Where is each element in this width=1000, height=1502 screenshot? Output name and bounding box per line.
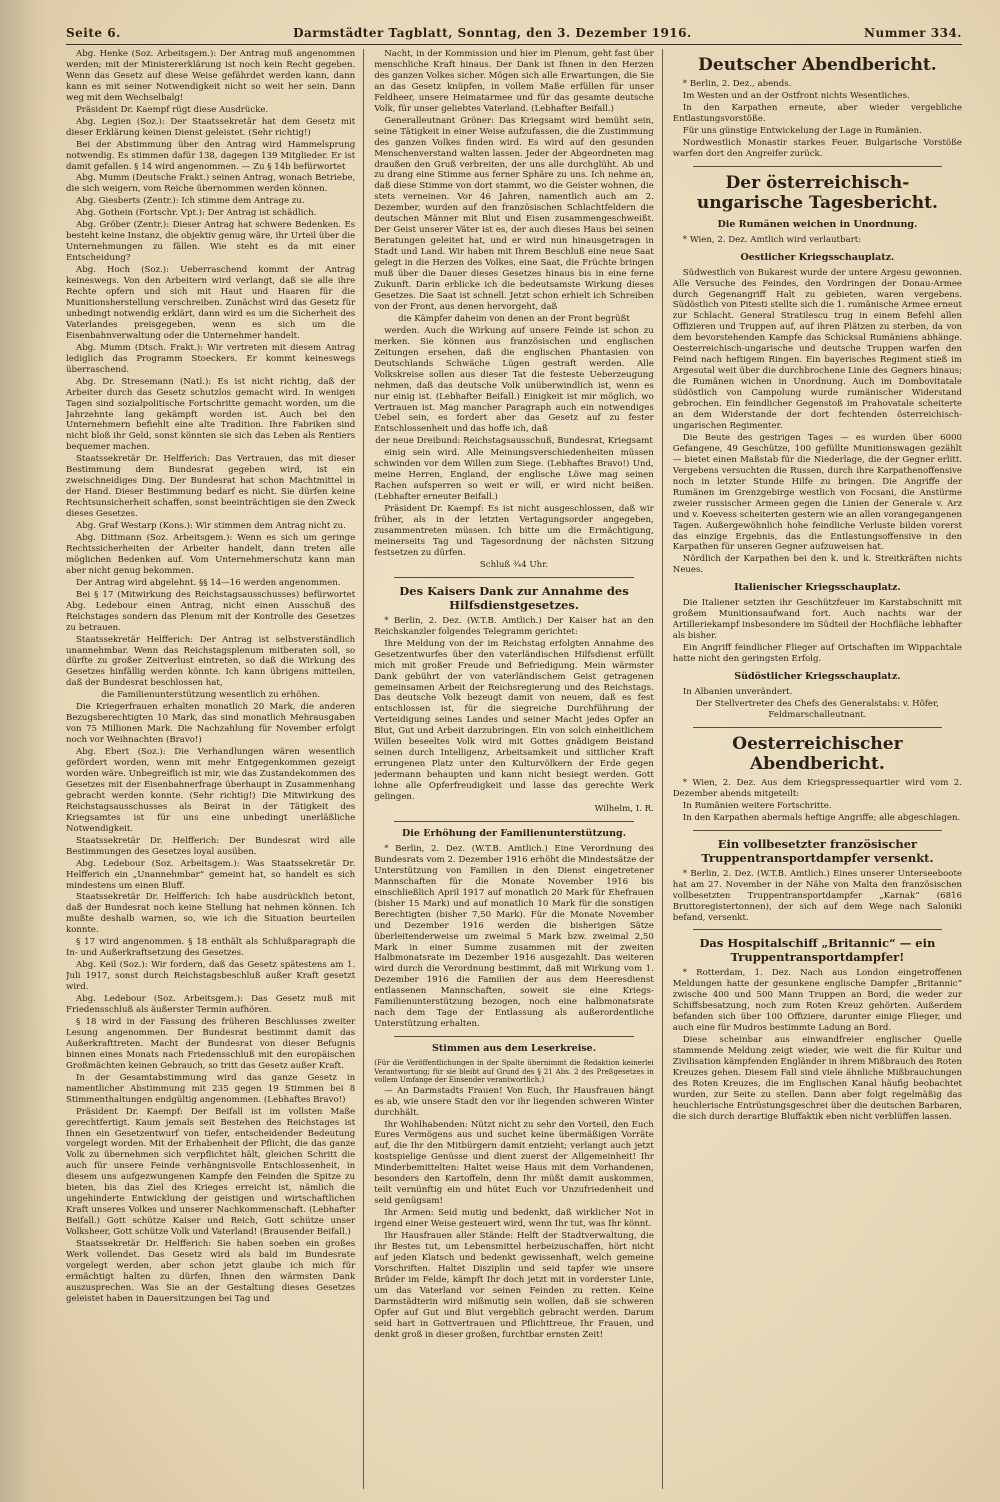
article-paragraph: In Albanien unverändert. [682, 687, 793, 698]
column-3 [673, 49, 962, 1489]
article-paragraph: * Berlin, 2. Dez. (W.T.B. Amtlich.) Eine Verordnung des Bundesrats vom 2. Dezember 1916 erhöht die Mindestsätze der Unterstützung von Familien in den Dienst eingetretener Mannschaften für die Monate November 1916 bis einschließlich April 1917 auf monatlich 20 Mark für Ehefrauen (bisher 15 Mark) und auf monatlich 10 Mark für die sonstigen Berechtigten (bisher 7,50 Mark). Für die Monate November und Dezember 1916 werden die bisherigen Sätze überleitenderweise um zweimal 5 Mark bzw. zweimal 2,50 Mark in einer Summe zusammen mit der zweiten Halbmonatsrate im Dezember 1916 ausgezahlt. Das weiteren wird durch die Verordnung bestimmt, daß mit Wirkung vom 1. Dezember 1916 die Familien der aus dem Heeresdienst entlassenen Mannschaften, soweit sie eine Kriegs-Familienunterstützung bezogen, noch eine halbmonatsrate nach dem Tage der Entlassung als außerordentliche Unterstützung erhalten. [374, 843, 654, 1030]
article-paragraph: In den Karpathen abermals heftige Angriffe; alle abgeschlagen. [682, 812, 961, 823]
masthead-date: Darmstädter Tagblatt, Sonntag, den 3. Dezember 1916. [293, 26, 692, 40]
section-divider [693, 929, 942, 930]
article-paragraph: Die Italiener setzten ihr Geschützfeuer im Karstabschnitt mit großem Munitionsaufwand fort. Auch nachts war der Artilleriekampf insbesondere im Südteil der Hochfläche lebhafter als bisher. [672, 598, 963, 642]
article-paragraph: Bei der Abstimmung über den Antrag wird Hammelsprung notwendig. Es stimmen dafür 138, dagegen 139 Mitglieder. Er ist damit gefallen. § 14 wird angenommen. — Zu § 14b befürwortet [66, 139, 356, 172]
article-paragraph: * Berlin, 2. Dez. (W.T.B. Amtlich.) Der Kaiser hat an den Reichskanzler folgendes Telegramm gerichtet: [374, 615, 654, 637]
subheadline: Die Rumänen weichen in Unordnung. [717, 218, 918, 230]
article-paragraph: Abg. Gothein (Fortschr. Vpt.): Der Antrag ist schädlich. [76, 208, 317, 219]
article-paragraph: Abg. Gröber (Zentr.): Dieser Antrag hat schwere Bedenken. Es besteht keine Instanz, die objektiv genug wäre, ihr Urteil über die Unternehmungen zu fällen. Wie steht es da mit einer Entscheidung? [66, 220, 356, 264]
article-paragraph: Präsident Dr. Kaempf rügt diese Ausdrücke. [76, 104, 269, 115]
leserkreise-headline: Stimmen aus dem Leserkreise. [431, 1043, 597, 1055]
britannic-headline: Das Hospitalschiff „Britannic“ — ein Truppentransportdampfer! [699, 936, 936, 965]
article-paragraph: Abg. Keil (Soz.): Wir fordern, daß das Gesetz spätestens am 1. Juli 1917, sonst durch Reichstagsbeschluß außer Kraft gesetzt wird. [66, 960, 356, 993]
section-divider [394, 1036, 634, 1037]
article-paragraph: Die Kriegerfrauen erhalten monatlich 20 Mark, die anderen Bezugsberechtigten 10 Mark, das sind monatlich Mehrausgaben von 75 Millionen Mark. Die Nachzahlung für November erfolgt noch vor Weihnachten (Bravo!) [66, 702, 356, 746]
article-paragraph: Nordwestlich Monastir starkes Feuer. Bulgarische Vorstöße warfen dort den Angreifer zurück. [672, 137, 963, 159]
article-paragraph: werden. Auch die Wirkung auf unsere Feinde ist schon zu merken. Sie können aus französischen und englischen Zeitungen ersehen, daß die englischen Phantasien von Deutschlands Schwäche Lügen gestraft werden. Alle Volkskreise sollen aus dieser Tat die festeste Ueberzeugung nehmen, daß das deutsche Volk unüberwindlich ist, wenn es nur einig ist. (Lebhafter Beifall.) Einigkeit ist mir möglich, wo Vertrauen ist. Mag mancher Paragraph auch ein notwendiges Uebel sein, es fordert aber das Gesetz auf zu fester Entschlossenheit und das hoffe ich, daß [374, 325, 654, 435]
article-paragraph: § 17 wird angenommen. § 18 enthält als Schlußparagraph die In- und Außerkraftsetzung des Gesetzes. [66, 937, 356, 959]
article-paragraph: Nacht, in der Kommission und hier im Plenum, geht fast über menschliche Kraft hinaus. Der Dank ist Ihnen in den Herzen des ganzen Volkes sicher. Mögen sich alle Erwartungen, die Sie an das Gesetz knüpfen, in vollem Maße erfüllen für unser Feldheer, unsere Heimatarmee und für das gesamte deutsche Volk, für unser geliebtes Vaterland. (Lebhafter Beifall.) [374, 49, 654, 114]
deutscher-abendbericht-headline: Deutscher Abendbericht. [698, 55, 937, 75]
italienischer-kriegsschauplatz-heading: Italienischer Kriegsschauplatz. [734, 582, 901, 594]
article-paragraph: Bei § 17 (Mitwirkung des Reichstagsausschusses) befürwortet Abg. Ledebour einen Antrag, nicht einen Ausschuß des Reichstages sondern das Plenum mit der Kontrolle des Gesetzes zu betrauen. [66, 589, 356, 633]
article-paragraph: Abg. Mumm (Dtsch. Frakt.): Wir vertreten mit diesem Antrag lediglich das Programm Stoeckers. Er kommt keineswegs überraschend. [66, 342, 356, 375]
article-paragraph: Staatssekretär Dr. Helfferich: Ich habe ausdrücklich betont, daß der Bundesrat noch keine Stellung hat nehmen können. Ich mußte deshalb warnen, so, wie ich die Situation beurteilen konnte. [66, 892, 356, 936]
article-paragraph: Ein Angriff feindlicher Flieger auf Ortschaften im Wippachtale hatte nicht den geringsten Erfolg. [672, 643, 963, 665]
article-paragraph: Abg. Legien (Soz.): Der Staatssekretär hat dem Gesetz mit dieser Erklärung keinen Dienst geleistet. (Sehr richtig!) [66, 116, 356, 138]
article-paragraph: Abg. Henke (Soz. Arbeitsgem.): Der Antrag muß angenommen werden; mit der Ministererklärung ist noch kein Recht gegeben. Wenn das Gesetz auf diese Weise gefährdet werden kann, dann kann es mit seiner Notwendigkeit nicht so weit her sein. Dann weg mit dem Wechselbalg! [66, 49, 356, 103]
suedoestlicher-kriegsschauplatz-heading: Südöstlicher Kriegsschauplatz. [734, 671, 901, 683]
article-paragraph: Abg. Dr. Stresemann (Natl.): Es ist nicht richtig, daß der Arbeiter durch das Gesetz schutzlos gemacht wird. In wenigen Tagen sind sozialpolitische Fortschritte gemacht worden, um die Jahrzehnte lang gekämpft worden ist. Auch bei den Unternehmern befiehlt eine alte Tradition. Ihre Fabriken sind nicht bloß ihr Geld, sonst könnten sie sich das Leben als Rentiers bequemer machen. [66, 376, 356, 453]
article-paragraph: Abg. Graf Westarp (Kons.): Wir stimmen dem Antrag nicht zu. [76, 521, 346, 532]
article-paragraph: Abg. Hoch (Soz.): Ueberraschend kommt der Antrag keineswegs. Von den Arbeitern wird verlangt, daß sie alle ihre Rechte opfern und sich mit Haut und Haaren für die Munitionsherstellung verschreiben. Zunächst wird das Gesetz für unbedingt notwendig erklärt, dann wird es um die Sicherheit des Vaterlandes preisgegeben, wenn es sich um die Eisenbahnverwaltung oder die Unternehmer handelt. [66, 265, 356, 341]
column-2 [374, 49, 663, 1489]
article-paragraph: Generalleutnant Gröner: Das Kriegsamt wird bemüht sein, seine Tätigkeit in einer Weise aufzufassen, die die Zustimmung des ganzen Volkes finden wird. Es wird auf den gesunden Menschenverstand walten lassen. Jeder der Abgeordneten mag draußen den Gruß verbreiten, der uns alle durchglüht. Ab und zu drang eine Stimme aus ferner Sphäre zu uns. Ich nehme an, daß diese Stimme von dort stammt, wo die Geister wohnen, die stets verneinen. Vor 46 Jahren, namentlich auch am 2. Dezember, wurden auf den französischen Schlachtfeldern die deutschen Männer mit Blut und Eisen zusammengeschweißt. Der Geist unserer Väter ist es, der auch dieses Haus bei seinen Beratungen geleitet hat, und er wird nun hinausgetragen in Stadt und Land. Wir haben mit Ihrem Beschluß eine neue Saat gelegt in die Herzen des Volkes, eine Saat, die Früchte bringen muß über die Dauer dieses Gesetzes hinaus bis in eine ferne Zukunft. Darin erblicke ich die bedeutsamste Wirkung dieses Gesetzes. Die Saat ist schnell. Jetzt schon erhielt ich Schreiben von der Front, aus denen hervorgeht, daß [374, 115, 654, 312]
columns [66, 49, 962, 1489]
article-paragraph: Abg. Giesberts (Zentr.): Ich stimme dem Antrage zu. [76, 196, 305, 207]
kaiser-dank-headline: Des Kaisers Dank zur Annahme des Hilfsdienstgesetzes. [399, 583, 629, 612]
inline-headline: die Kämpfer daheim von denen an der Front begrüßt [398, 313, 630, 324]
article-paragraph: Staatssekretär Dr. Helfferich: Der Bundesrat wird alle Bestimmungen des Gesetzes loyal ausüben. [66, 835, 356, 857]
article-paragraph: In Rumänien weitere Fortschritte. [682, 800, 832, 811]
article-paragraph: Abg. Ledebour (Soz. Arbeitsgem.): Das Gesetz muß mit Friedensschluß als äußerster Termin aufhören. [66, 994, 356, 1016]
inline-headline: der neue Dreibund: Reichstagsausschuß, Bundesrat, Kriegsamt [375, 436, 653, 447]
article-paragraph: Abg. Ledebour (Soz. Arbeitsgem.): Was Staatssekretär Dr. Helfferich ein „Unannehmbar“ gemeint hat, so handelt es sich mindestens um einen Bluff. [66, 858, 356, 891]
article-paragraph: § 18 wird in der Fassung des früheren Beschlusses zweiter Lesung angenommen. Der Bundesrat bestimmt damit das Außerkrafttreten. Macht der Bundesrat von dieser Befugnis binnen eines Monats nach Friedensschluß mit den europäischen Großmächten keinen Gebrauch, so tritt das Gesetz außer Kraft. [66, 1016, 356, 1071]
section-divider [394, 821, 634, 822]
signature: Wilhelm, I. R. [594, 804, 654, 814]
section-divider [693, 830, 942, 831]
article-paragraph: Präsident Dr. Kaempf: Der Beifall ist im vollsten Maße gerechtfertigt. Kaum jemals seit Bestehen des Reichstages ist Ihnen ein Gesetzentwurf von tiefer, entscheidender Bedeutung vorgelegt worden. Mit der Erhabenheit der Pflicht, die das ganze Volk zu übernehmen sich verpflichtet hält, gleichen Schritt die auch für unsere Feinde verhängnisvolle Entschlossenheit, in diesem uns aufgezwungenen Kampfe den Feinden die Spitze zu bieten, bis das Ziel des Krieges erreicht ist, nämlich die ungehinderte Entwicklung der geistigen und wirtschaftlichen Kraft unseres Volkes und unserer Nachkommenschaft. (Lebhafter Beifall.) Gott schütze Kaiser und Reich, Gott schütze unser Volksheer, Gott schütze Volk und Vaterland! (Brausender Beifall.) [66, 1106, 356, 1238]
oesterreichischer-abendbericht-headline: Oesterreichischer Abendbericht. [732, 733, 903, 774]
article-paragraph: Ihr Wohlhabenden: Nützt nicht zu sehr den Vorteil, den Euch Eures Vermögens aus und suchet keine übermäßigen Vorräte auf, die Ihr den Mitbürgern damit entzieht; verlangt auch jetzt kostspielige Genüsse und dient zuerst der Allgemeinheit! Ihr Minderbemittelten: Haltet weise Haus mit dem Vorhandenen, besonders den Kartoffeln, denn Ihr müßt damit auskommen, teilt vernünftig ein und hütet Euch vor Unzufriedenheit und seid genügsam! [374, 1119, 654, 1207]
column-1 [66, 49, 364, 1489]
article-paragraph: * Rotterdam, 1. Dez. Nach aus London eingetroffenen Meldungen hatte der gesunkene englische Dampfer „Britannic“ zwische 400 und 500 Mann Truppen an Bord, die weder zur Schiffsbesatzung, noch zum Roten Kreuz gehörten. Außerdem befanden sich über 100 Offiziere, darunter einige Flieger, und auch eine für Mudros bestimmte Ladung an Bord. [672, 968, 963, 1034]
article-paragraph: einig sein wird. Alle Meinungsverschiedenheiten müssen schwinden vor dem Willen zum Siege. (Lebhaftes Bravo!) Und, meine Herren, England, der englische Löwe mag seinen Rachen aufsperren so weit er will, er wird nicht beißen. (Lebhafter erneuter Beifall.) [374, 448, 654, 503]
dateline: * Wien, 2. Dez. Amtlich wird verlautbart: [682, 234, 862, 245]
article-closing: Schluß ¾4 Uhr. [479, 559, 549, 570]
article-paragraph: * Berlin, 2. Dez., abends. [682, 79, 792, 89]
article-paragraph: * Berlin, 2. Dez. (W.T.B. Amtlich.) Eines unserer Unterseeboote hat am 27. November in der Nähe von Malta den französischen vollbesetzten Truppentransportdampfer „Karnak“ (6816 Bruttoregistertonnen), der sich auf dem Wege nach Saloniki befand, versenkt. [672, 868, 963, 923]
article-paragraph: Südwestlich von Bukarest wurde der untere Argesu gewonnen. Alle Versuche des Feindes, den Vordringen der Donau-Armee durch Gegenangriff Halt zu gebieten, waren vergebens. Südöstlich von Pitesti stellte sich die 1. rumänische Armee erneut zur Schlacht. General Stratilescu trug in einem Befehl allen Offizieren und Truppen auf, auf ihren Plätzen zu sterben, da von dem bevorstehenden Kampfe das Schicksal Rumäniens abhänge. Oesterreichisch-ungarische und deutsche Truppen warfen den Feind nach heftigem Ringen. Ein bayerisches Regiment stieß im Argesutal weit über die durchbrochene Linie des Gegners hinaus; die Rumänen wichen in Unordnung. Auch im Dombovitatale südöstlich von Campolung wurde rumänischer Widerstand gebrochen. Ein feindlicher Gegenstoß im Prahovatale scheiterte an dem Widerstande der dort fechtenden österreichisch-ungarischen Regimenter. [672, 267, 963, 431]
oesterreichisch-ungarischer-bericht-headline: Der österreichisch-ungarische Tagesbericht. [696, 172, 938, 213]
section-divider [394, 577, 634, 578]
article-paragraph: Der Antrag wird abgelehnt. §§ 14—16 werden angenommen. [76, 577, 341, 588]
page-header [66, 26, 962, 45]
section-divider [693, 166, 942, 167]
page-fold-shadow [0, 0, 50, 1502]
article-paragraph: In den Karpathen erneute, aber wieder vergebliche Entlastungsvorstöße. [672, 102, 963, 124]
issue-number: Nummer 334. [864, 26, 962, 40]
article-paragraph: Diese scheinbar aus einwandfreier englischer Quelle stammende Meldung zeigt wieder, wie weit die für Kultur und Zivilisation kämpfenden Engländer in ihrem Mißbrauch des Roten Kreuzes gehen. Diesem Fall sind viele ähnliche Mißbrauchungen des Roten Kreuzes, die im Englischen Kanal häufig beobachtet wurden, zur Seite zu stellen. Dann aber folgt regelmäßig das heuchlerische Entrüstungsgeschrei über die deutschen Barbaren, die sich durch derartige Bluffaktik eben nicht verblüffen lassen. [672, 1035, 963, 1122]
article-paragraph: Ihr Hausfrauen aller Stände: Helft der Stadtverwaltung, die ihr Bestes tut, um Lebensmittel herbeizuschaffen, hört nicht auf jeden Klatsch und bedenkt gewissenhaft, welch gemeine Vorschriften. Haltet Disziplin und seid tapfer wie unsere Brüder im Felde, kämpft Ihr doch jetzt mit in vorderster Linie, um das Vaterland vor seinen Feinden zu retten. Keine Darmstädterin wird mißmutig sein wollen, daß sie schweren Opfer auf Gut und Blut vergeblich gebracht werden. Darum seid hart in Gottvertrauen und Pflichttreue, Ihr Frauen, und denkt groß in dieser großen, furchtbar ernsten Zeit! [374, 1231, 654, 1340]
editorial-note: (Für die Veröffentlichungen in der Spalte übernimmt die Redaktion keinerlei Verantwortung; für sie bleibt auf Grund des § 21 Abs. 2 des Preßgesetzes in vollem Umfange der Einsender verantwortlich.) [374, 1059, 654, 1085]
article-paragraph: — An Darmstadts Frauen! Von Euch, Ihr Hausfrauen hängt es ab, wie unsere Stadt den vor ihr liegenden schweren Winter durchhält. [374, 1085, 654, 1118]
article-paragraph: Abg. Ebert (Soz.): Die Verhandlungen wären wesentlich gefördert worden, wenn mit mehr Entgegenkommen gezeigt worden wäre. Unbegreiflich ist mir, wie das Zustandekommen des Gesetzes mit der Eisenbahnerfrage überhaupt in Zusammenhang gebracht werden konnte. (Sehr richtig!) Die Mitwirkung des Reichstagsausschusses als Beirat in der Tätigkeit des Kriegsamtes ist für uns eine unbedingt unerläßliche Notwendigkeit. [66, 747, 356, 834]
article-paragraph: Nördlich der Karpathen bei den k. und k. Streitkräften nichts Neues. [672, 554, 963, 576]
article-paragraph: Ihre Meldung von der im Reichstag erfolgten Annahme des Gesetzentwurfes über den vaterländischen Hilfsdienst erfüllt mich mit großer Freude und Befriedigung. Mein wärmster Dank gebührt der von vaterländischem Geist getragenen gemeinsamen Arbeit der Reichsregierung und des Reichstags. Das deutsche Volk bezeugt damit von neuem, daß es fest entschlossen ist, für die siegreiche Durchführung der Verteidigung seines Landes und seiner Macht jedes Opfer an Blut, Gut und Arbeit darzubringen. Ein von solch einheitlichem Willen beseeltes Volk wird mit Gottes gnädigem Beistand seinen durch Intelligenz, Arbeitsamkeit und sittlicher Kraft errungenen Platz unter den Kulturvölkern der Erde gegen jedermann behaupten und kann nicht besiegt werden. Gott lohne alle Opferfreudigkeit und lasse das gerechte Werk gelingen. [374, 638, 654, 803]
oestlicher-kriegsschauplatz-heading: Oestlicher Kriegsschauplatz. [740, 251, 895, 263]
article-paragraph: Im Westen und an der Ostfront nichts Wesentliches. [682, 90, 910, 101]
article-paragraph: Staatssekretär Dr. Helfferich: Sie haben soeben ein großes Werk vollendet. Das Gesetz wird als bald im Bundesrate vorgelegt werden, aber schon jetzt glaube ich mich für ermächtigt halten zu dürfen, Ihnen den wärmsten Dank auszusprechen. Was Sie an der Gestaltung dieses Gesetzes geleistet haben in Dauersitzungen bei Tag und [66, 1239, 356, 1304]
signature: Der Stellvertreter des Chefs des Generalstabs: v. Höfer, Feldmarschalleutnant. [695, 698, 939, 720]
article-paragraph: Präsident Dr. Kaempf: Es ist nicht ausgeschlossen, daß wir früher, als in der letzten Vertagungsorder angegeben, zusammentreten müssen. Ich bitte um die Ermächtigung, meinerseits Tag und Tagesordnung der nächsten Sitzung festsetzen zu dürfen. [374, 504, 654, 558]
familienunterstuetzung-headline: Die Erhöhung der Familienunterstützung. [402, 827, 627, 839]
article-paragraph: Für uns günstige Entwickelung der Lage in Rumänien. [682, 125, 922, 136]
article-paragraph: Abg. Dittmann (Soz. Arbeitsgem.): Wenn es sich um geringe Rechtssicherheiten der Arbeiter handelt, dann treten alle möglichen Bedenken auf. Vom Unternehmerschutz kann man aber nicht genug bekommen. [66, 532, 356, 576]
article-paragraph: * Wien, 2. Dez. Aus dem Kriegspressequartier wird vom 2. Dezember abends mitgeteilt: [672, 777, 963, 799]
article-paragraph: Die Beute des gestrigen Tages — es wurden über 6000 Gefangene, 49 Geschütze, 100 gefüllte Munitionswagen gezählt — bietet einen Maßstab für die Niederlage, die der Gegner erlitt. Vergebens versuchten die Russen, durch ihre Karpathenoffensive noch in letzter Stunde Hilfe zu bringen. Die Angriffe der Rumänen im Grenzgebirge westlich von Focsani, die Anstürme zweier russischer Armeen gegen die Linien der Generale v. Arz und v. Koevess scheiterten gestern wie an allen vorangegangenen Tagen. Außergewöhnlich hohe feindliche Verluste bilden vorerst das einzige Ergebnis, das die Entlastungsoffensive in den Karpathen für unseren Gegner aufzuweisen hat. [672, 432, 963, 553]
section-divider [693, 727, 942, 728]
article-paragraph: Ihr Armen: Seid mutig und bedenkt, daß wirklicher Not in irgend einer Weise gesteuert wird, wenn Ihr tut, was Ihr könnt. [374, 1208, 654, 1230]
page-number: Seite 6. [66, 26, 121, 40]
article-paragraph: Staatssekretär Dr. Helfferich: Das Vertrauen, das mit dieser Bestimmung dem Bundesrat gegeben wird, ist ein zweischneidiges Ding. Der Bundesrat hat schon Machtmittel in der Hand. Dieser Bestimmung bedarf es nicht. Sie dürfen keine Rechtsunsicherheit schaffen, sonst beeinträchtigen sie den Zweck dieses Gesetzes. [66, 454, 356, 520]
article-paragraph: Staatssekretär Helfferich: Der Antrag ist selbstverständlich unannehmbar. Wenn das Reichstagsplenum mitberaten soll, so dürfte zu großer Zeitverlust eintreten, so daß die Wirkung des Gesetzes hinfällig werden könnte. Ich kann übrigens mitteilen, daß der Bundesrat beschlossen hat, [66, 634, 356, 689]
article-paragraph: Abg. Mumm (Deutsche Frakt.) seinen Antrag, wonach Betriebe, die sich weigern, vom Reiche übernommen werden können. [66, 173, 356, 195]
article-paragraph: In der Gesamtabstimmung wird das ganze Gesetz in namentlicher Abstimmung mit 235 gegen 19 Stimmen bei 8 Stimmenthaltungen endgültig angenommen. (Lebhaftes Bravo!) [66, 1072, 356, 1105]
truppentransportdampfer-headline: Ein vollbesetzter französischer Truppentransportdampfer versenkt. [701, 836, 934, 865]
inline-headline: die Familienunterstützung wesentlich zu erhöhen. [101, 690, 321, 701]
